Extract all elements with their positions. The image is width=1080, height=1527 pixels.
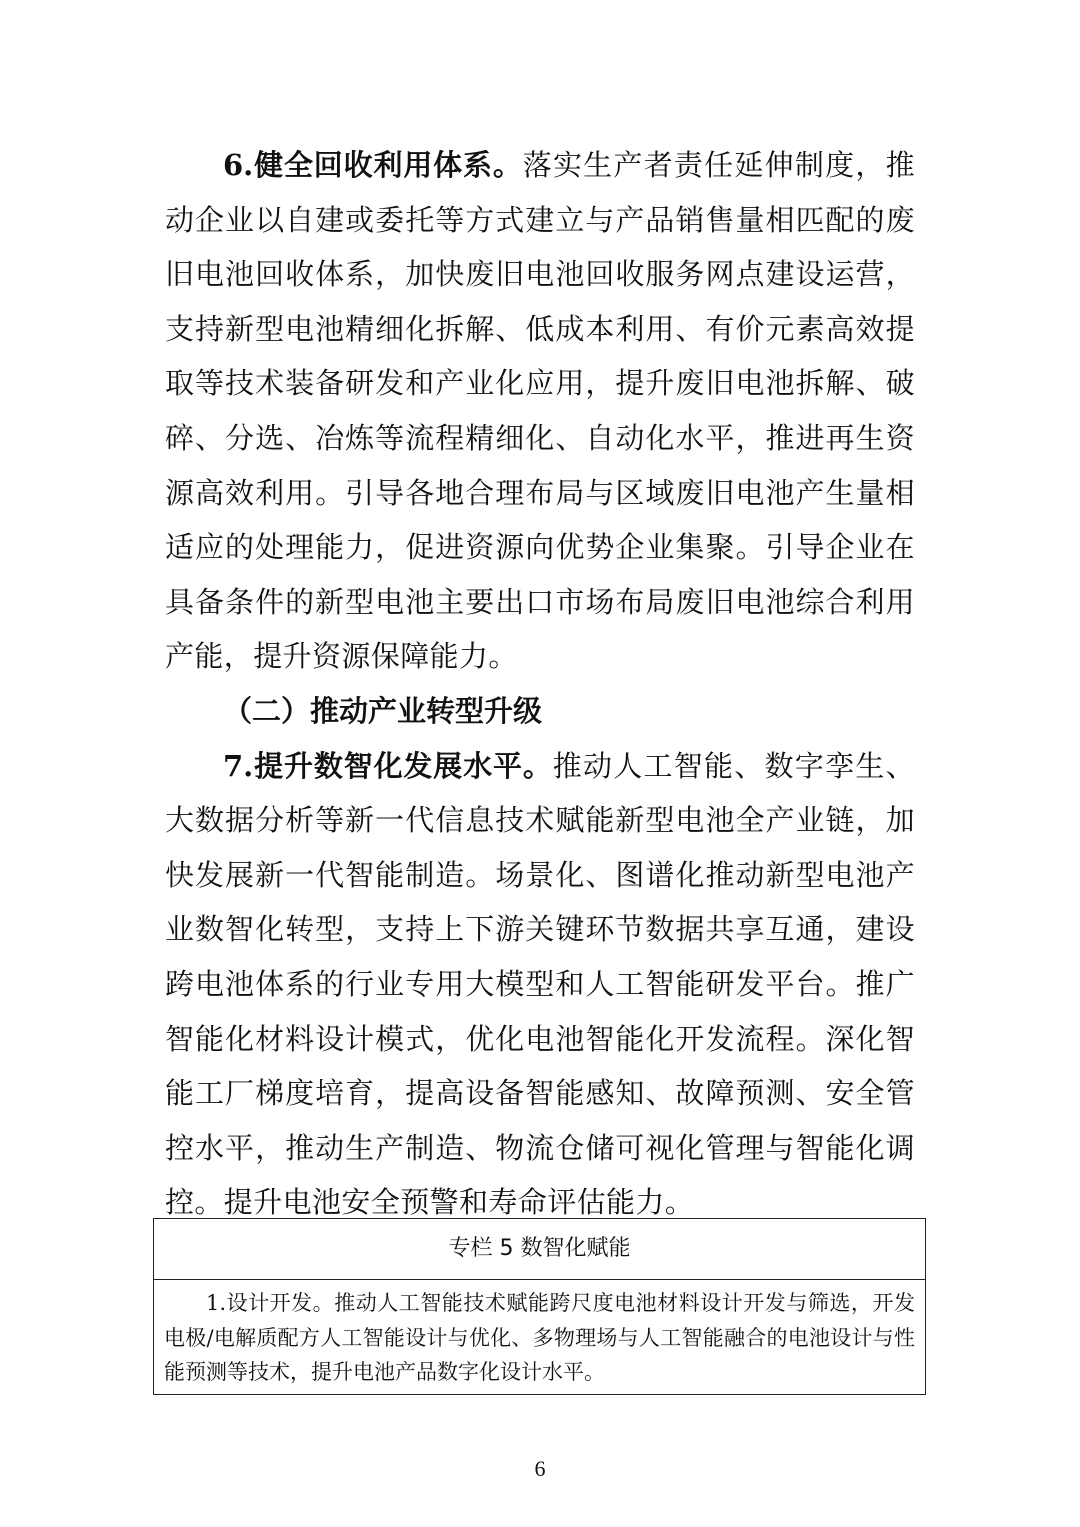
box-title: 专栏 5 数智化赋能: [154, 1219, 925, 1280]
page-number: 6: [534, 1456, 546, 1481]
paragraph-7-lead: 7.提升数智化发展水平。: [223, 748, 553, 783]
paragraph-7: [165, 739, 915, 1230]
paragraph-6-lead: 6.健全回收利用体系。: [223, 148, 523, 182]
section-heading: （二）推动产业转型升级: [223, 693, 543, 728]
document-body: [165, 138, 915, 1230]
paragraph-7-text: 推动人工智能、数字孪生、大数据分析等新一代信息技术赋能新型电池全产业链，加快发展新一代智能制造。场景化、图谱化推动新型电池产业数智化转型，支持上下游关键环节数据共享互通，建设跨电池体系的行业专用大模型和人工智能研发平台。推广智能化材料设计模式，优化电池智能化开发流程。深化智能工厂梯度培育，提高设备智能感知、故障预测、安全管控水平，推动生产制造、物流仓储可视化管理与智能化调控。提升电池安全预警和寿命评估能力。: [165, 748, 915, 1220]
sidebar-box: [153, 1218, 926, 1395]
box-body: 1.设计开发。推动人工智能技术赋能跨尺度电池材料设计开发与筛选，开发电极/电解质配方人工智能设计与优化、多物理场与人工智能融合的电池设计与性能预测等技术，提升电池产品数字化设计水平。: [164, 1291, 915, 1384]
paragraph-6: [165, 138, 915, 684]
paragraph-6-text: 落实生产者责任延伸制度，推动企业以自建或委托等方式建立与产品销售量相匹配的废旧电池回收体系，加快废旧电池回收服务网点建设运营，支持新型电池精细化拆解、低成本利用、有价元素高效提取等技术装备研发和产业化应用，提升废旧电池拆解、破碎、分选、冶炼等流程精细化、自动化水平，推进再生资源高效利用。引导各地合理布局与区域废旧电池产生量相适应的处理能力，促进资源向优势企业集聚。引导企业在具备条件的新型电池主要出口市场布局废旧电池综合利用产能，提升资源保障能力。: [165, 148, 916, 674]
